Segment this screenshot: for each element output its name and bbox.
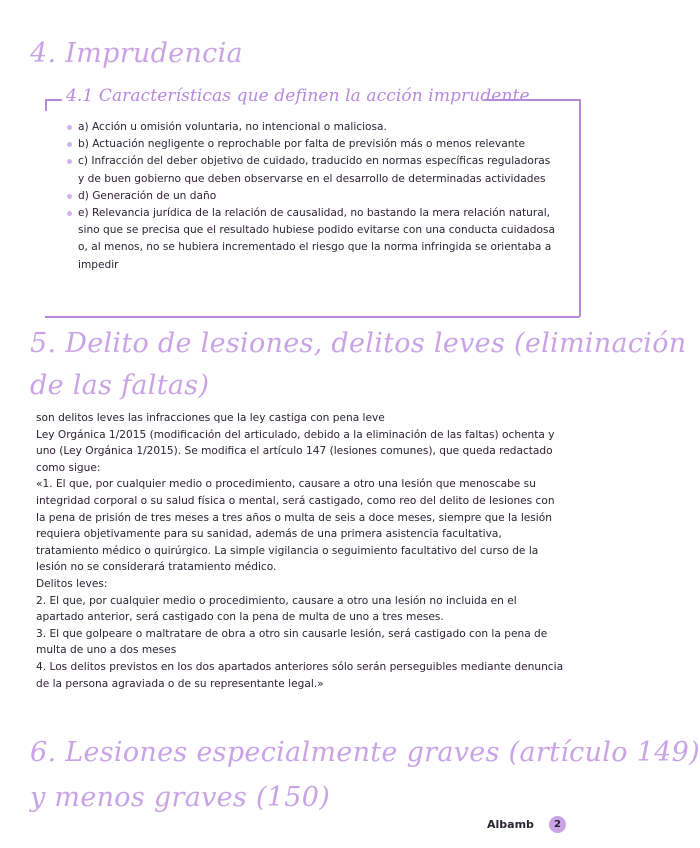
heading-delito-lesiones-line1: 5. Delito de lesiones, delitos leves (eliminación (30, 328, 687, 359)
list-item (64, 153, 559, 187)
list-item (64, 119, 559, 136)
bullet-dot (67, 159, 72, 164)
subheading-caracteristicas: 4.1 Características que definen la acción imprudente (66, 86, 530, 106)
list-item-text: c) Infracción del deber objetivo de cuidado, traducido en normas específicas reguladoras y de buen gobierno que deben observarse en el desarrollo de determinadas actividades (78, 155, 551, 185)
heading-lesiones-graves-line1: 6. Lesiones especialmente graves (artículo 149) (30, 737, 700, 768)
body-paragraph: 2. El que, por cualquier medio o procedimiento, causare a otro una lesión no incluida en el apartado anterior, será castigado con la pena de multa de uno a tres meses. (36, 594, 517, 624)
body-paragraph: Ley Orgánica 1/2015 (modificación del articulado, debido a la eliminación de las faltas) ochenta y uno (Ley Orgánica 1/2015). Se modifica el artículo 147 (lesiones comunes), que queda redactado como sigue: (36, 428, 555, 474)
body-paragraph: Delitos leves: (36, 577, 108, 590)
footer-brand: Albamb (487, 818, 534, 831)
heading-lesiones-graves-line2: y menos graves (150) (30, 782, 331, 813)
heading-delito-lesiones-line2: de las faltas) (30, 370, 210, 401)
bullet-dot (67, 194, 72, 199)
heading-imprudencia: 4. Imprudencia (30, 38, 243, 69)
list-item (64, 136, 559, 153)
bullet-dot (67, 142, 72, 147)
body-paragraph: 4. Los delitos previstos en los dos apartados anteriores sólo serán perseguibles mediante denuncia de la persona agraviada o de su representante legal.» (36, 660, 564, 690)
list-item (64, 205, 559, 274)
body-paragraph: «1. El que, por cualquier medio o procedimiento, causare a otro una lesión que menoscabe su integridad corporal o su salud física o mental, será castigado, como reo del delito de lesiones con la pena de prisión de tres meses a tres años o multa de seis a doce meses, siempre que la lesión requiera objetivamente para su sanidad, además de una primera asistencia facultativa, tratamiento médico o quirúrgico. La simple vigilancia o seguimiento facultativo del curso de la lesión no se considerará tratamiento médico. (36, 478, 555, 574)
characteristics-list (64, 119, 559, 274)
lesiones-body (36, 410, 566, 692)
page-number-badge: 2 (549, 816, 566, 833)
body-paragraph: 3. El que golpeare o maltratare de obra a otro sin causarle lesión, será castigado con la pena de multa de uno a dos meses (36, 627, 548, 657)
list-item (64, 188, 559, 205)
bullet-dot (67, 125, 72, 130)
list-item-text: e) Relevancia jurídica de la relación de causalidad, no bastando la mera relación natural, sino que se precisa que el resultado hubiese podido evitarse con una conducta cuidadosa o, al menos, no se hubiera incrementado el riesgo que la norma infringida se orientaba a impedir (78, 207, 555, 271)
bullet-dot (67, 211, 72, 216)
list-item-text: b) Actuación negligente o reprochable por falta de previsión más o menos relevante (78, 138, 526, 151)
list-item-text: d) Generación de un daño (78, 189, 217, 202)
list-item-text: a) Acción u omisión voluntaria, no intencional o maliciosa. (78, 121, 387, 133)
body-paragraph: son delitos leves las infracciones que la ley castiga con pena leve (36, 412, 385, 424)
